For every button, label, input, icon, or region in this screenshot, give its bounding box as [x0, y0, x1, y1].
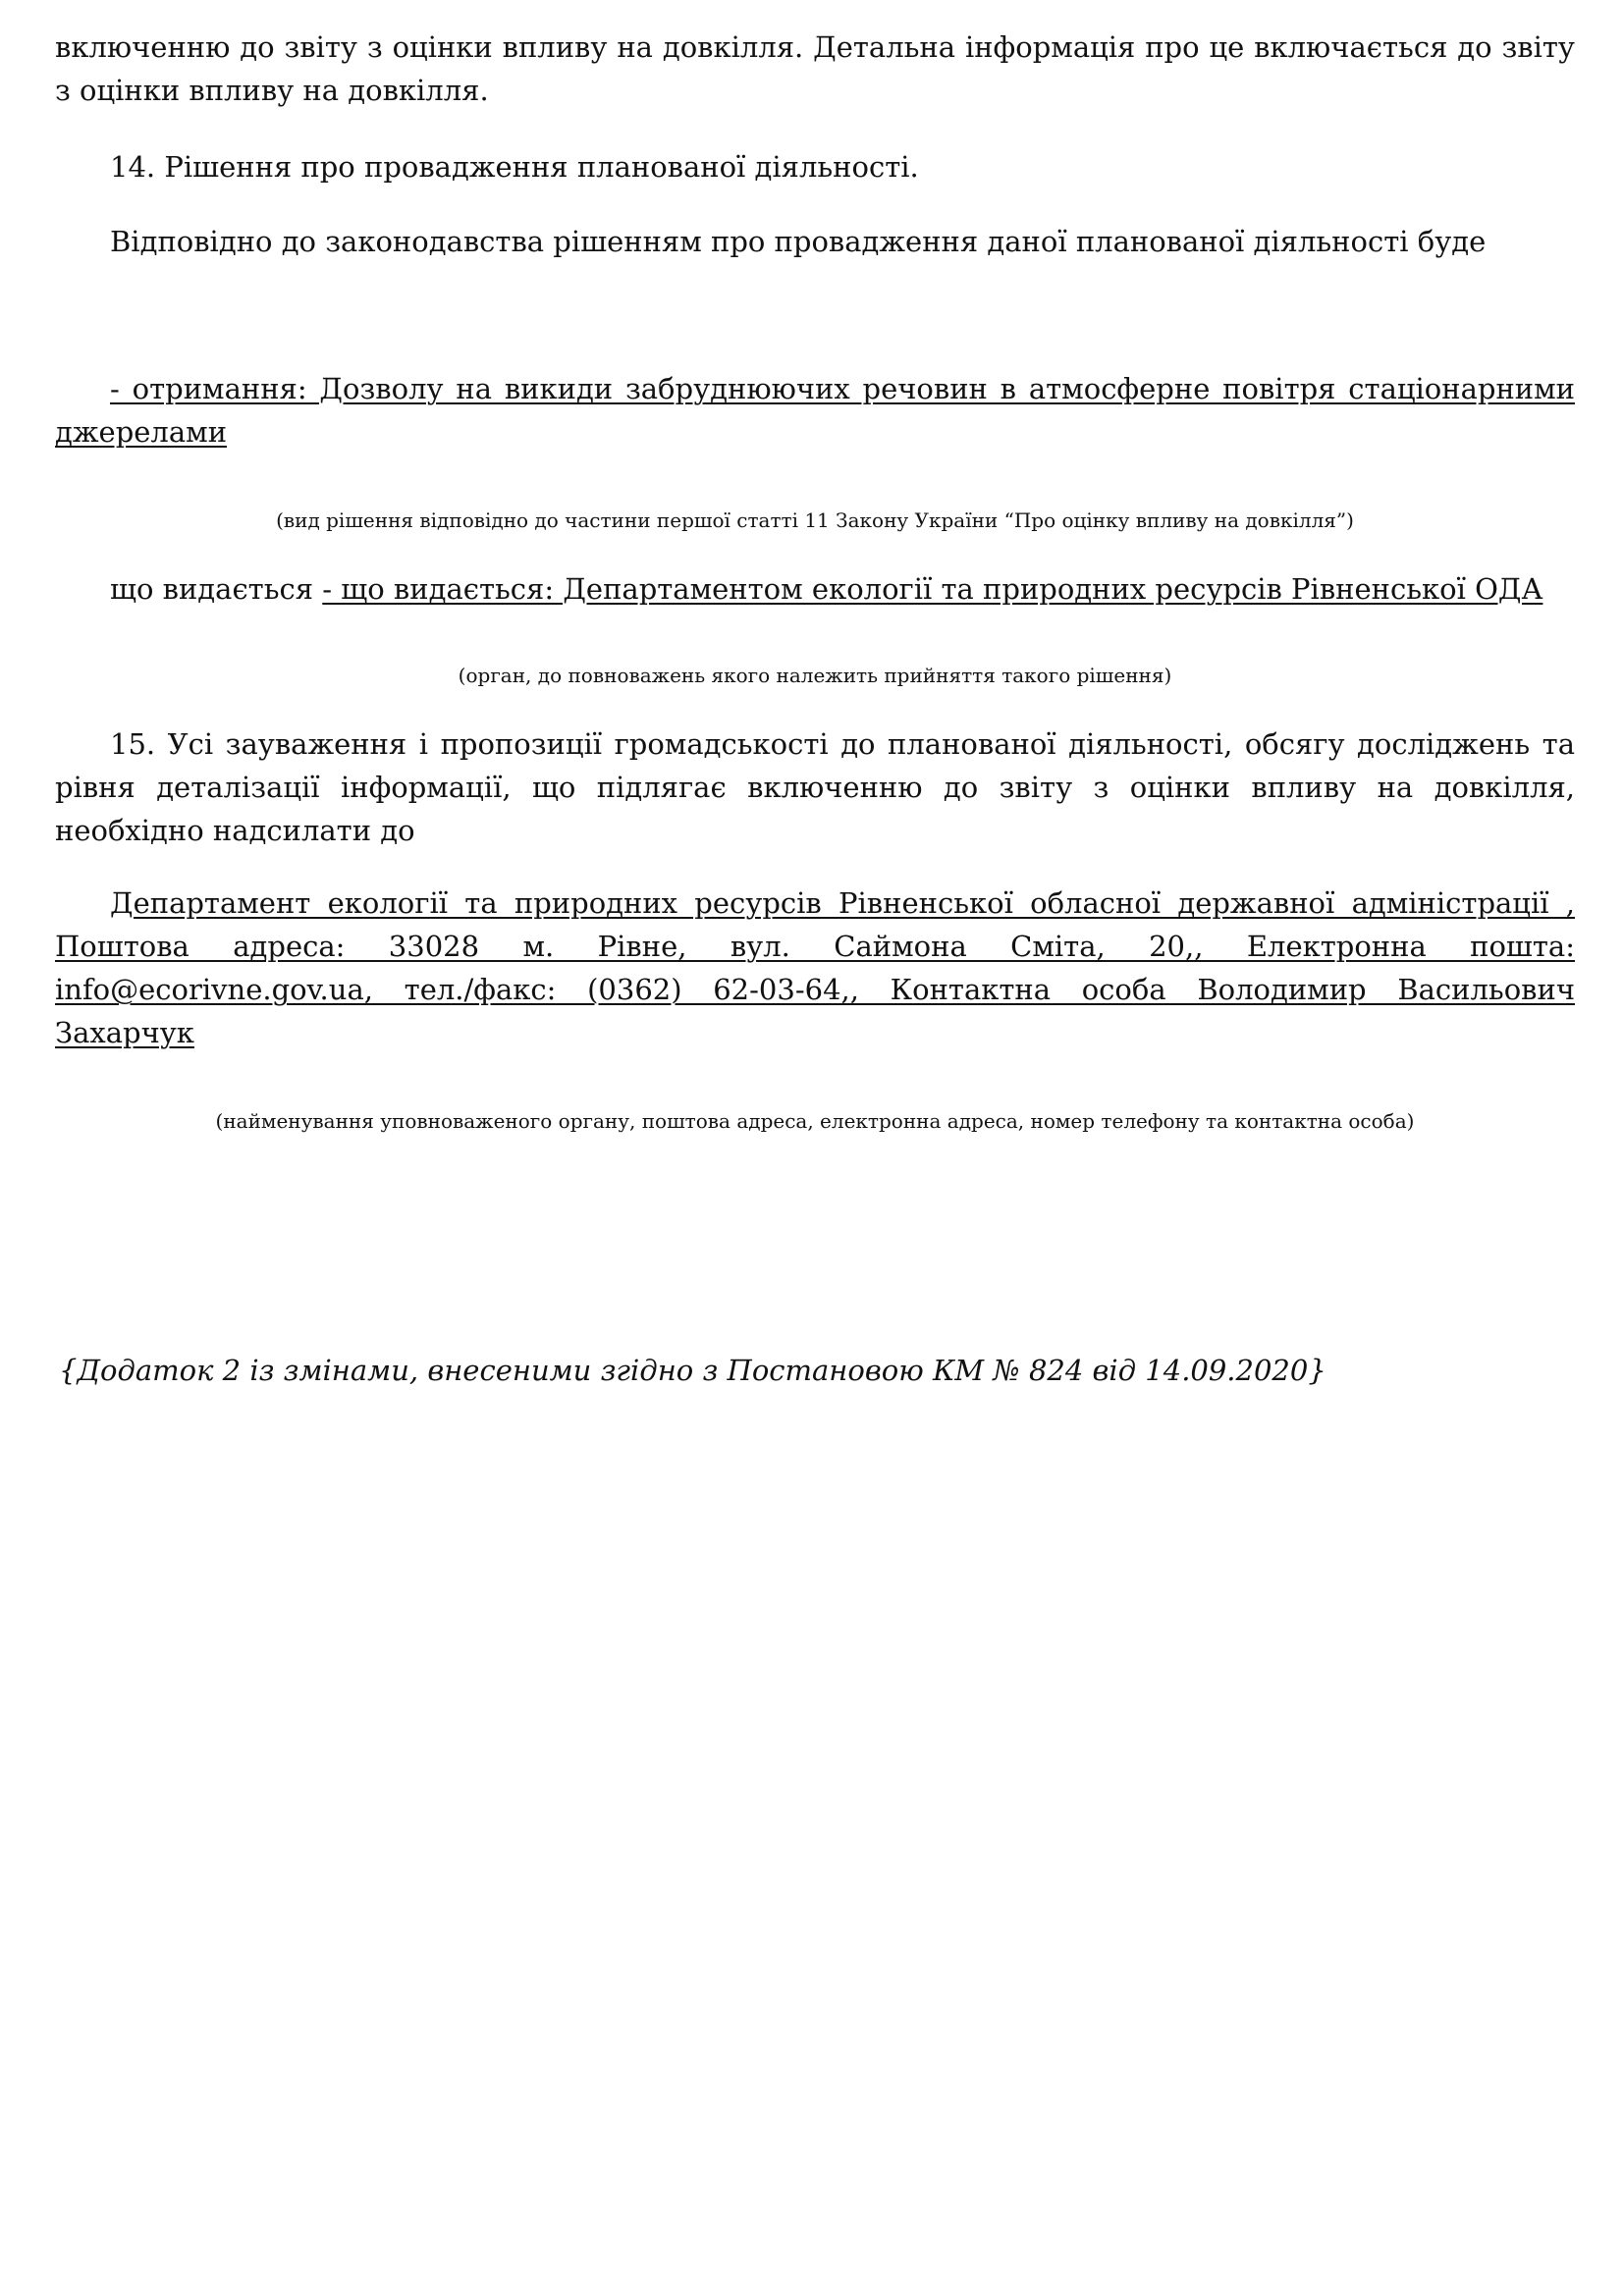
contact-line-4: Захарчук: [55, 1016, 194, 1049]
contact-line-3: info@ecorivne.gov.ua, тел./факс: (0362) 62-03-64,, Контактна особа Володимир Васильович: [55, 973, 1575, 1006]
contact-line-1: Департамент екології та природних ресурсів Рівненської обласної державної адміністрації ,: [110, 886, 1575, 920]
issuer-caption: (орган, до повноважень якого належить прийняття такого рішення): [458, 664, 1172, 687]
decision-type-line: [55, 367, 1575, 454]
decision-type-caption: (вид рішення відповідно до частини першої статті 11 Закону України “Про оцінку впливу на довкілля”): [276, 508, 1354, 532]
issuer-line: [55, 567, 1575, 611]
contact-line-2: Поштова адреса: 33028 м. Рівне, вул. Саймона Сміта, 20,, Електронна пошта:: [55, 930, 1575, 963]
issuer-prefix: що видається: [110, 572, 314, 606]
section-14-heading: 14. Рішення про провадження планованої діяльності.: [110, 150, 919, 184]
section-15-text: 15. Усі зауваження і пропозиції громадськості до планованої діяльності, обсягу досліджень та рівня деталізації інформації, що підлягає включенню до звіту з оцінки впливу на довкілля, необхідно надсилати до: [55, 727, 1575, 847]
decision-type-value: - отримання: Дозволу на викиди забруднюючих речовин в атмосферне повітря стаціонарними джерелами: [55, 372, 1575, 449]
amendment-note: {Додаток 2 із змінами, внесеними згідно з Постановою КМ № 824 від 14.09.2020}: [59, 1354, 1326, 1387]
contact-block: [55, 881, 1575, 1054]
contact-caption: (найменування уповноваженого органу, поштова адреса, електронна адреса, номер телефону та контактна особа): [215, 1109, 1415, 1133]
section-14-text: Відповідно до законодавства рішенням про провадження даної планованої діяльності буде: [110, 225, 1487, 258]
intro-continuation-paragraph: включенню до звіту з оцінки впливу на довкілля. Детальна інформація про це включається до звіту з оцінки впливу на довкілля.: [55, 30, 1575, 107]
issuer-value: - що видається: Департаментом екології та природних ресурсів Рівненської ОДА: [322, 572, 1543, 606]
